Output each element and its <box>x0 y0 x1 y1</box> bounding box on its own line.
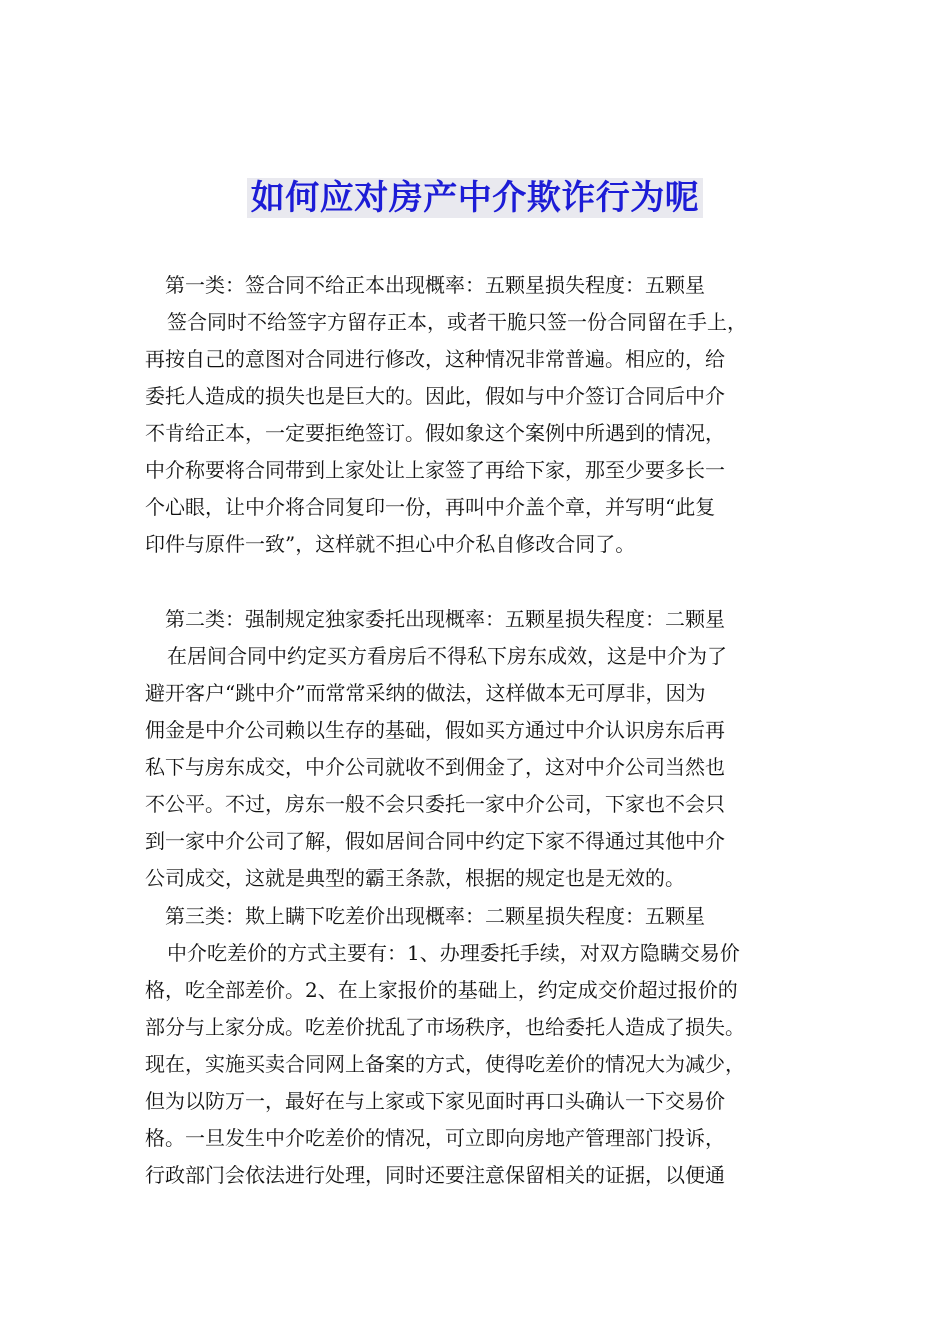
paragraph-line: 再按自己的意图对合同进行修改，这种情况非常普遍。相应的，给 <box>145 347 725 371</box>
document-title-text: 如何应对房产中介欺诈行为呢 <box>247 178 704 218</box>
paragraph-line: 现在，实施买卖合同网上备案的方式，使得吃差价的情况大为减少， <box>145 1052 745 1076</box>
paragraph-line: 个心眼，让中介将合同复印一份，再叫中介盖个章，并写明“此复 <box>145 495 716 519</box>
paragraph-line: 格，吃全部差价。2、在上家报价的基础上，约定成交价超过报价的 <box>145 978 738 1002</box>
paragraph-line: 不公平。不过，房东一般不会只委托一家中介公司，下家也不会只 <box>145 792 725 816</box>
paragraph-line: 到一家中介公司了解，假如居间合同中约定下家不得通过其他中介 <box>145 829 725 853</box>
paragraph-line: 不肯给正本，一定要拒绝签订。假如象这个案例中所遇到的情况， <box>145 421 725 445</box>
document-title <box>0 172 950 224</box>
paragraph-line: 私下与房东成交，中介公司就收不到佣金了，这对中介公司当然也 <box>145 755 725 779</box>
section-1 <box>145 266 815 563</box>
paragraph-line: 佣金是中介公司赖以生存的基础，假如买方通过中介认识房东后再 <box>145 718 725 742</box>
section-3 <box>145 897 815 1194</box>
paragraph-line: 印件与原件一致”，这样就不担心中介私自修改合同了。 <box>145 532 636 556</box>
section-2 <box>145 600 815 897</box>
paragraph-line: 格。一旦发生中介吃差价的情况，可立即向房地产管理部门投诉， <box>145 1126 725 1150</box>
paragraph-line: 签合同时不给签字方留存正本，或者干脆只签一份合同留在手上， <box>167 310 747 334</box>
section-heading: 第二类：强制规定独家委托出现概率：五颗星损失程度：二颗星 <box>165 607 725 631</box>
paragraph-line: 部分与上家分成。吃差价扰乱了市场秩序，也给委托人造成了损失。 <box>145 1015 745 1039</box>
paragraph-line: 在居间合同中约定买方看房后不得私下房东成效，这是中介为了 <box>167 644 727 668</box>
paragraph-line: 但为以防万一，最好在与上家或下家见面时再口头确认一下交易价 <box>145 1089 725 1113</box>
paragraph-line: 委托人造成的损失也是巨大的。因此，假如与中介签订合同后中介 <box>145 384 725 408</box>
paragraph-line: 避开客户“跳中介”而常常采纳的做法，这样做本无可厚非，因为 <box>145 681 706 705</box>
section-heading: 第一类：签合同不给正本出现概率：五颗星损失程度：五颗星 <box>165 273 705 297</box>
paragraph-line: 中介吃差价的方式主要有：1、办理委托手续，对双方隐瞒交易价 <box>167 941 740 965</box>
paragraph-line: 行政部门会依法进行处理，同时还要注意保留相关的证据，以便通 <box>145 1163 725 1187</box>
section-heading: 第三类：欺上瞒下吃差价出现概率：二颗星损失程度：五颗星 <box>165 904 705 928</box>
paragraph-line: 公司成交，这就是典型的霸王条款，根据的规定也是无效的。 <box>145 866 685 890</box>
paragraph-line: 中介称要将合同带到上家处让上家签了再给下家，那至少要多长一 <box>145 458 725 482</box>
